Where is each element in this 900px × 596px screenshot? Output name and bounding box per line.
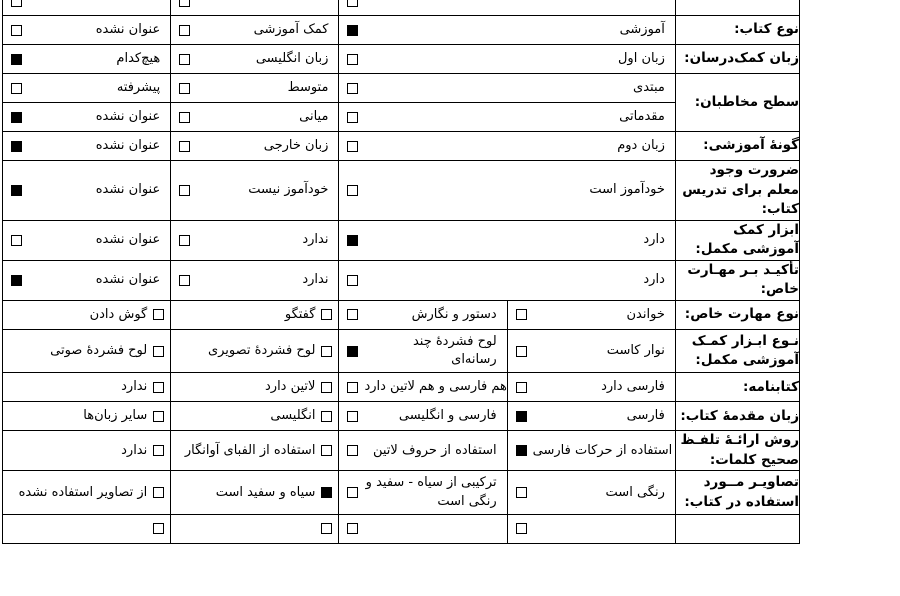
option[interactable]	[3, 266, 170, 294]
option[interactable]	[508, 402, 675, 430]
checkbox[interactable]	[11, 54, 22, 65]
checkbox[interactable]	[179, 275, 190, 286]
option[interactable]	[339, 45, 674, 73]
row-option-cell	[3, 220, 171, 260]
option-label: متوسط	[287, 79, 329, 95]
row-label-bibliography: کتابنامه:	[675, 373, 799, 402]
checkbox[interactable]	[179, 0, 190, 7]
option[interactable]	[3, 479, 170, 507]
option[interactable]	[3, 45, 170, 73]
row-option-cell	[339, 74, 675, 103]
option[interactable]	[171, 0, 338, 15]
row-option-cell	[339, 161, 675, 221]
option[interactable]	[339, 226, 674, 254]
row-option-cell	[507, 329, 675, 372]
option[interactable]	[339, 266, 674, 294]
checkbox[interactable]	[347, 346, 358, 357]
table-row	[3, 45, 800, 74]
option-label: دارد	[643, 272, 665, 288]
checkbox[interactable]	[347, 445, 358, 456]
row-option-cell	[3, 329, 171, 372]
option[interactable]	[339, 103, 674, 131]
row-option-cell	[339, 220, 675, 260]
row-label-teacher-need: ضرورت وجود معلم برای تدریس کتاب:	[675, 161, 799, 221]
row-option-cell	[171, 74, 339, 103]
row-option-cell	[171, 431, 339, 471]
checkbox[interactable]	[516, 309, 527, 320]
option-label: عنوان نشده	[95, 272, 161, 288]
checkbox[interactable]	[153, 487, 164, 498]
checkbox[interactable]	[516, 382, 527, 393]
row-option-cell	[171, 514, 339, 543]
row-option-cell	[507, 300, 675, 329]
option[interactable]	[171, 74, 338, 102]
option[interactable]	[171, 402, 338, 430]
option[interactable]	[171, 176, 338, 204]
option-label: خودآموز است	[589, 182, 665, 198]
option-label: دارد	[643, 232, 665, 248]
option[interactable]	[339, 16, 674, 44]
checkbox[interactable]	[321, 487, 332, 498]
checkbox[interactable]	[347, 25, 358, 36]
checkbox[interactable]	[347, 523, 358, 534]
row-option-cell	[339, 0, 675, 16]
row-label-supplementary-tool: ابزار کمک آموزشی مکمل:	[675, 220, 799, 260]
checkbox[interactable]	[347, 411, 358, 422]
option-label: فارسی	[626, 408, 665, 424]
option[interactable]	[339, 132, 674, 160]
option-label: عنوان نشده	[95, 108, 161, 124]
row-option-cell	[3, 373, 171, 402]
row-option-cell	[171, 402, 339, 431]
row-option-cell	[3, 402, 171, 431]
checkbox[interactable]	[153, 346, 164, 357]
option[interactable]	[171, 16, 338, 44]
option-label: مبتدی	[633, 79, 665, 95]
row-option-cell	[339, 431, 507, 471]
option-label: عنوان نشده	[95, 21, 161, 37]
row-label-audience-level: سطح مخاطبان:	[675, 74, 799, 132]
table-row	[3, 132, 800, 161]
row-option-cell	[339, 16, 675, 45]
checkbox[interactable]	[153, 382, 164, 393]
row-option-cell	[171, 260, 339, 300]
table-row	[3, 0, 800, 16]
checkbox[interactable]	[179, 83, 190, 94]
option[interactable]	[508, 337, 675, 365]
row-option-cell	[507, 402, 675, 431]
option[interactable]	[508, 373, 675, 401]
option-label: زبان اول	[617, 50, 665, 66]
checkbox[interactable]	[11, 25, 22, 36]
table-row	[3, 471, 800, 514]
checkbox[interactable]	[321, 411, 332, 422]
row-option-cell	[3, 514, 171, 543]
option[interactable]	[171, 373, 338, 401]
option-label: خودآموز نیست	[248, 182, 329, 198]
checkbox[interactable]	[347, 275, 358, 286]
option-label: پیشرفته	[116, 79, 161, 95]
checkbox[interactable]	[347, 83, 358, 94]
option[interactable]	[3, 402, 170, 430]
option-label: نوار کاست	[606, 343, 665, 359]
option-label: استفاده از الفبای آوانگار	[184, 442, 316, 458]
checkbox[interactable]	[321, 309, 332, 320]
row-label-education-type: گونۀ آموزشی:	[675, 132, 799, 161]
row-option-cell	[3, 431, 171, 471]
row-option-cell	[339, 45, 675, 74]
option[interactable]	[3, 103, 170, 131]
row-label-helper-language: زبان کمک‌درسان:	[675, 45, 799, 74]
row-option-cell	[339, 373, 507, 402]
option-label: فارسی دارد	[601, 379, 665, 395]
option[interactable]	[3, 132, 170, 160]
row-option-cell	[171, 132, 339, 161]
checkbox[interactable]	[516, 445, 527, 456]
option[interactable]	[508, 301, 675, 329]
option[interactable]	[3, 176, 170, 204]
row-option-cell	[3, 260, 171, 300]
option-label: مقدماتی	[619, 108, 665, 124]
row-option-cell	[507, 471, 675, 514]
option-label: از تصاویر استفاده نشده	[18, 484, 148, 500]
option-label: عنوان نشده	[95, 182, 161, 198]
option[interactable]	[3, 373, 170, 401]
checkbox[interactable]	[347, 185, 358, 196]
row-option-cell	[339, 260, 675, 300]
option[interactable]	[3, 437, 170, 465]
option[interactable]	[339, 0, 674, 15]
row-option-cell	[171, 471, 339, 514]
checkbox[interactable]	[11, 235, 22, 246]
checkbox[interactable]	[179, 25, 190, 36]
option-label: میانی	[299, 108, 329, 124]
row-option-cell	[339, 471, 507, 514]
option[interactable]	[339, 74, 674, 102]
option[interactable]	[3, 0, 170, 15]
row-label-images: تصاویـر مــورد استفاده در کتاب:	[675, 471, 799, 514]
evaluation-form-table	[2, 0, 800, 544]
option[interactable]	[171, 45, 338, 73]
option[interactable]	[171, 301, 338, 329]
option-label: لاتین دارد	[265, 379, 316, 395]
row-option-cell	[3, 16, 171, 45]
row-option-cell	[507, 431, 675, 471]
option[interactable]	[508, 515, 675, 543]
row-label-preface-language: زبان مقدمۀ کتاب:	[675, 402, 799, 431]
option-label: سایر زبان‌ها	[83, 408, 148, 424]
row-option-cell	[171, 16, 339, 45]
checkbox[interactable]	[179, 112, 190, 123]
option-label: سیاه و سفید است	[215, 484, 316, 500]
row-label	[675, 514, 799, 543]
option[interactable]	[171, 479, 338, 507]
row-option-cell	[339, 103, 675, 132]
option-label: ترکیبی از سیاه - سفید و رنگی است	[365, 475, 497, 509]
row-label-pronunciation-method: روش ارائـۀ تلفـظ صحیح کلمات:	[675, 431, 799, 471]
option-label: استفاده از حرکات فارسی	[532, 442, 673, 458]
row-option-cell	[3, 161, 171, 221]
option-label: فارسی و انگلیسی	[398, 408, 497, 424]
checkbox[interactable]	[11, 83, 22, 94]
checkbox[interactable]	[179, 185, 190, 196]
option[interactable]	[3, 337, 170, 365]
row-option-cell	[171, 300, 339, 329]
row-option-cell	[339, 329, 507, 372]
row-option-cell	[3, 471, 171, 514]
checkbox[interactable]	[321, 346, 332, 357]
option[interactable]	[3, 16, 170, 44]
option-label: دستور و نگارش	[411, 306, 497, 322]
table-row	[3, 431, 800, 471]
checkbox[interactable]	[179, 235, 190, 246]
table-row	[3, 260, 800, 300]
checkbox[interactable]	[347, 112, 358, 123]
option-label: زبان انگلیسی	[255, 50, 329, 66]
row-option-cell	[171, 0, 339, 16]
checkbox[interactable]	[516, 523, 527, 534]
option[interactable]	[171, 515, 338, 543]
row-option-cell	[171, 45, 339, 74]
table-row	[3, 220, 800, 260]
checkbox[interactable]	[347, 0, 358, 7]
option-label: عنوان نشده	[95, 232, 161, 248]
checkbox[interactable]	[153, 309, 164, 320]
row-option-cell	[339, 514, 507, 543]
option[interactable]	[339, 402, 506, 430]
row-option-cell	[3, 0, 171, 16]
option[interactable]	[171, 437, 338, 465]
checkbox[interactable]	[516, 487, 527, 498]
option-label: لوح فشردۀ تصویری	[207, 343, 316, 359]
option[interactable]	[339, 471, 506, 513]
table-row	[3, 16, 800, 45]
row-label-tool-type: نـوع ابـزار کمـک آموزشی مکمل:	[675, 329, 799, 372]
row-label	[675, 0, 799, 16]
option[interactable]	[339, 437, 506, 465]
row-label-skill-emphasis: تأکیـد بـر مهـارت خاص:	[675, 260, 799, 300]
checkbox[interactable]	[153, 411, 164, 422]
option[interactable]	[508, 479, 675, 507]
checkbox[interactable]	[321, 382, 332, 393]
option[interactable]	[339, 301, 506, 329]
form-body	[3, 0, 800, 543]
option[interactable]	[339, 176, 674, 204]
checkbox[interactable]	[347, 141, 358, 152]
option-label: هم فارسی و هم لاتین دارد	[364, 379, 507, 395]
option-label: گفتگو	[284, 306, 316, 322]
checkbox[interactable]	[347, 309, 358, 320]
row-option-cell	[339, 300, 507, 329]
option-label: ندارد	[121, 442, 148, 458]
option-label: ندارد	[302, 272, 329, 288]
option-label: رنگی است	[605, 484, 665, 500]
checkbox[interactable]	[347, 382, 358, 393]
checkbox[interactable]	[347, 487, 358, 498]
checkbox[interactable]	[11, 112, 22, 123]
option-label: زبان دوم	[617, 137, 665, 153]
table-row	[3, 373, 800, 402]
option-label: کمک آموزشی	[253, 21, 329, 37]
option[interactable]	[339, 330, 506, 372]
option-label: هیچ‌کدام	[116, 50, 161, 66]
checkbox[interactable]	[153, 523, 164, 534]
table-row	[3, 161, 800, 221]
checkbox[interactable]	[321, 523, 332, 534]
option-label: انگلیسی	[270, 408, 316, 424]
option[interactable]	[508, 437, 675, 465]
checkbox[interactable]	[11, 0, 22, 7]
row-option-cell	[171, 103, 339, 132]
option-label: گوش دادن	[89, 306, 148, 322]
row-option-cell	[339, 132, 675, 161]
checkbox[interactable]	[516, 346, 527, 357]
row-option-cell	[171, 161, 339, 221]
option[interactable]	[339, 515, 506, 543]
checkbox[interactable]	[179, 54, 190, 65]
option-label: زبان خارجی	[263, 137, 329, 153]
option[interactable]	[3, 515, 170, 543]
row-option-cell	[3, 300, 171, 329]
checkbox[interactable]	[11, 185, 22, 196]
checkbox[interactable]	[516, 411, 527, 422]
row-option-cell	[3, 132, 171, 161]
option[interactable]	[171, 337, 338, 365]
row-option-cell	[339, 402, 507, 431]
row-option-cell	[3, 74, 171, 103]
row-label-skill-type: نوع مهارت خاص:	[675, 300, 799, 329]
option-label: خواندن	[626, 306, 665, 322]
option[interactable]	[171, 132, 338, 160]
table-row	[3, 402, 800, 431]
option[interactable]	[171, 226, 338, 254]
option[interactable]	[171, 266, 338, 294]
checkbox[interactable]	[153, 445, 164, 456]
row-label-book-type: نوع کتاب:	[675, 16, 799, 45]
option-label: آموزشی	[619, 21, 665, 37]
row-option-cell	[3, 45, 171, 74]
option-label: لوح فشردۀ چند رسانه‌ای	[412, 333, 497, 368]
row-option-cell	[507, 373, 675, 402]
option-label: ندارد	[302, 232, 329, 248]
row-option-cell	[171, 329, 339, 372]
table-row	[3, 300, 800, 329]
checkbox[interactable]	[347, 54, 358, 65]
checkbox[interactable]	[347, 235, 358, 246]
option-label: ندارد	[121, 379, 148, 395]
option[interactable]	[3, 226, 170, 254]
row-option-cell	[507, 514, 675, 543]
table-row	[3, 514, 800, 543]
option[interactable]	[3, 74, 170, 102]
checkbox[interactable]	[179, 141, 190, 152]
option[interactable]	[171, 103, 338, 131]
option-label: عنوان نشده	[95, 137, 161, 153]
table-row	[3, 74, 800, 103]
row-option-cell	[171, 220, 339, 260]
table-row	[3, 329, 800, 372]
option-label: استفاده از حروف لاتین	[372, 442, 497, 458]
checkbox[interactable]	[11, 141, 22, 152]
option[interactable]	[3, 301, 170, 329]
row-option-cell	[3, 103, 171, 132]
checkbox[interactable]	[321, 445, 332, 456]
checkbox[interactable]	[11, 275, 22, 286]
option[interactable]	[339, 373, 506, 401]
option-label: لوح فشردۀ صوتی	[50, 343, 148, 359]
row-option-cell	[171, 373, 339, 402]
